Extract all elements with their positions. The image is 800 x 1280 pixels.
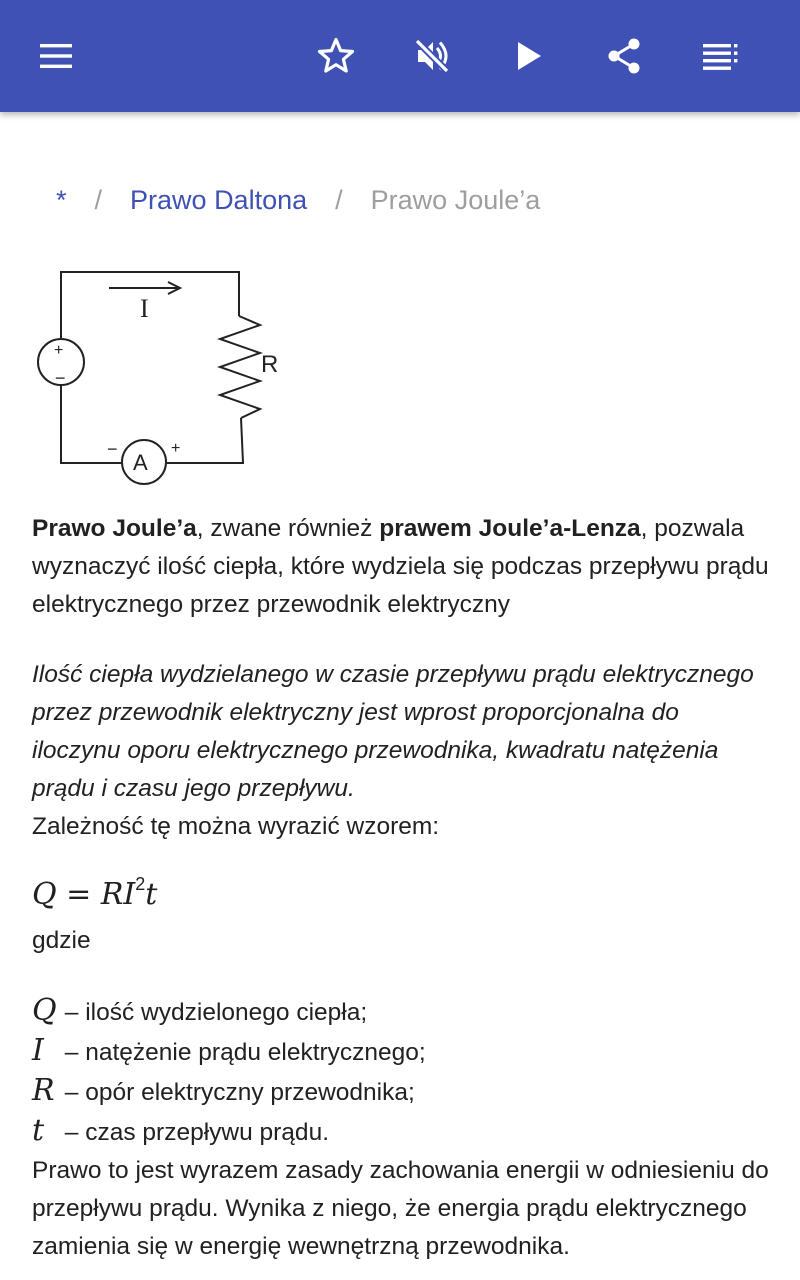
breadcrumb-home-link[interactable]: *	[56, 185, 67, 215]
breadcrumb	[56, 180, 540, 220]
definition-symbol: t	[32, 1113, 45, 1148]
table-of-contents-button[interactable]	[692, 28, 748, 84]
definition-symbol: R	[32, 1073, 55, 1108]
circuit-diagram	[32, 262, 284, 490]
star-outline-icon	[316, 36, 356, 76]
playlist-icon	[700, 36, 740, 76]
resistor-label: R	[261, 351, 279, 378]
formula	[32, 846, 772, 922]
definition-symbol: Q	[32, 993, 57, 1028]
ammeter-minus-sign: −	[107, 439, 118, 459]
intro-paragraph	[32, 510, 772, 624]
intro-alt-term: prawem Joule’a-Lenza	[379, 515, 641, 542]
share-icon	[604, 36, 644, 76]
definition-text: – czas przepływu prądu.	[58, 1119, 329, 1146]
article-body	[32, 510, 772, 1266]
breadcrumb-separator: /	[94, 185, 103, 215]
formula-intro: Zależność tę można wyrazić wzorem:	[32, 813, 440, 840]
definition-text: – opór elektryczny przewodnika;	[58, 1079, 415, 1106]
favorite-button[interactable]	[308, 28, 364, 84]
definition-item	[32, 1032, 772, 1072]
conclusion-paragraph: Prawo to jest wyrazem zasady zachowania energii w odniesieniu do przepływu prądu. Wynika z niego, że energia prądu elektrycznego zamienia się w energię wewnętrzną przewodnika.	[32, 1157, 769, 1260]
formula-rhs-tail: t	[145, 877, 158, 912]
definition-item	[32, 1072, 772, 1112]
law-statement: Ilość ciepła wydzielanego w czasie przepływu prądu elektrycznego przez przewodnik elektryczny jest wprost proporcjonalna do iloczynu oporu elektrycznego przewodnika, kwadratu natężenia prądu i czasu jego przepływu.	[32, 661, 754, 802]
formula-exponent: 2	[135, 874, 146, 894]
breadcrumb-current: Prawo Joule’a	[370, 185, 541, 215]
source-plus-sign: +	[54, 342, 64, 359]
intro-rest: , pozwala wyznaczyć ilość ciepła, które wydziela się podczas przepływu prądu elektrycznego przez przewodnik elektryczny	[32, 515, 769, 618]
definition-text: – ilość wydzielonego ciepła;	[58, 999, 368, 1026]
share-button[interactable]	[596, 28, 652, 84]
breadcrumb-separator: /	[335, 185, 343, 215]
definition-text: – natężenie prądu elektrycznego;	[58, 1039, 426, 1066]
definition-item	[32, 1112, 772, 1152]
menu-button[interactable]	[28, 28, 84, 84]
play-button[interactable]	[500, 28, 556, 84]
intro-mid: , zwane również	[196, 515, 380, 542]
formula-rhs-base: RI	[100, 877, 136, 912]
breadcrumb-parent-link[interactable]: Prawo Daltona	[130, 185, 308, 215]
play-icon	[508, 36, 548, 76]
ammeter-label: A	[133, 450, 148, 475]
current-label: I	[140, 294, 149, 323]
app-toolbar	[0, 0, 800, 112]
where-label: gdzie	[32, 927, 91, 954]
ammeter-plus-sign: +	[171, 440, 181, 457]
intro-term: Prawo Joule’a	[32, 515, 197, 542]
definition-list	[32, 992, 772, 1152]
menu-icon	[36, 36, 76, 76]
formula-equals: =	[56, 877, 101, 912]
definition-item	[32, 992, 772, 1032]
definition-symbol: I	[32, 1033, 44, 1068]
formula-lhs: Q	[32, 877, 57, 912]
mute-button[interactable]	[404, 28, 460, 84]
volume-off-icon	[412, 36, 452, 76]
source-minus-sign: −	[55, 368, 66, 388]
